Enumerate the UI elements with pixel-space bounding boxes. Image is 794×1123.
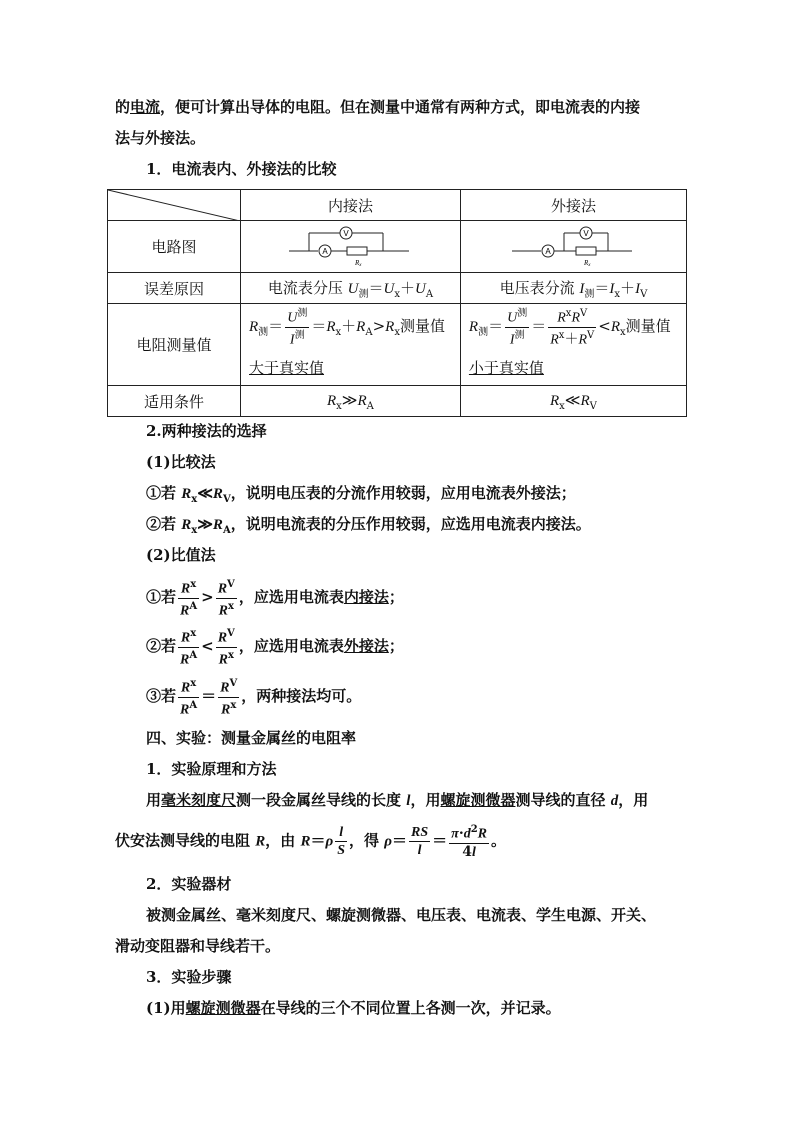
value-inner-tail: 测量值 xyxy=(399,317,445,336)
intro-text: ，便可计算出导体的电阻。但在测量中通常有两种方式，即电流表的内接 xyxy=(160,98,641,116)
method-1-title: (1)比较法 xyxy=(146,453,216,471)
intro-line-1 xyxy=(115,96,640,118)
circuit-outer-cell xyxy=(460,221,686,273)
section-1-title: 1．电流表内、外接法的比较 xyxy=(146,160,337,178)
intro-underlined: 电流 xyxy=(130,98,161,116)
s4-1-title: 1．实验原理和方法 xyxy=(146,760,277,778)
resistor-label: Rx xyxy=(584,258,591,267)
error-inner-cell: 电流表分压 $U_测=U_x+U_A$ xyxy=(241,273,461,304)
s4-1-paragraph-line-1: 用毫米刻度尺测一段金属丝导线的长度 l，用螺旋测微器测导线的直径 d，用 xyxy=(146,791,649,809)
resistor-label: Rx xyxy=(355,258,362,267)
value-inner-note: 大于真实值 xyxy=(249,359,325,378)
intro-text: 的 xyxy=(115,98,131,116)
resistor-icon xyxy=(576,247,596,255)
intro-line-2: 法与外接法。 xyxy=(115,129,206,147)
section-2-title: 2.两种接法的选择 xyxy=(146,422,267,440)
method-1-item-2: ②若 $R_x≫R_A$，说明电流表的分压作用较弱，应选用电流表内接法。 xyxy=(146,515,591,536)
ammeter-label: A xyxy=(322,246,329,256)
method-2-item-3: ③若 $\frac{R^x}{R^A}$ ＝ $\frac{R^V}{R^x}$ ，两种接法均可。 xyxy=(146,678,362,718)
error-outer-cell: 电压表分流 $I_测=I_x+I_V$ xyxy=(460,273,686,304)
row-label-value: 电阻测量值 xyxy=(108,304,241,386)
ammeter-label: A xyxy=(545,246,552,256)
value-inner-cell: $R_测=$ $\frac{U^测}{I^测}$ $=R_x+R_A>R_x$测量值 大于真实值 xyxy=(241,304,461,386)
section-4-title: 四、实验：测量金属丝的电阻率 xyxy=(146,729,357,747)
s4-2-paragraph-line-2: 滑动变阻器和导线若干。 xyxy=(115,937,281,955)
circuit-inner-diagram xyxy=(285,223,415,267)
circuit-inner-cell xyxy=(241,221,461,273)
s4-3-title: 3．实验步骤 xyxy=(146,968,232,986)
circuit-outer-diagram xyxy=(508,223,638,267)
s4-1-paragraph-line-2: 伏安法测导线的电阻 R，由 R＝ρ $\frac{l}{S}$ ，得 ρ＝ $\frac{RS}{l}$ ＝ $\frac{\pi\cdot d^2R}{4l}$ 。 xyxy=(115,824,507,860)
row-label-circuit: 电路图 xyxy=(108,221,241,273)
condition-inner-cell: $R_x≫R_A$ xyxy=(241,386,461,417)
comparison-table xyxy=(107,189,687,417)
value-outer-tail: 测量值 xyxy=(625,317,671,336)
row-label-condition: 适用条件 xyxy=(108,386,241,417)
method-2-item-1: ①若 $\frac{R^x}{R^A}$ > $\frac{R^V}{R^x}$ ，应选用电流表内接法； xyxy=(146,579,404,619)
s4-2-title: 2．实验器材 xyxy=(146,875,232,893)
error-inner-text: 电流表分压 xyxy=(267,278,348,297)
col-header-inner: 内接法 xyxy=(241,190,461,221)
diagonal-line xyxy=(108,190,240,221)
condition-outer-cell: $R_x≪R_V$ xyxy=(460,386,686,417)
resistor-icon xyxy=(347,247,367,255)
s4-2-paragraph-line-1: 被测金属丝、毫米刻度尺、螺旋测微器、电压表、电流表、学生电源、开关、 xyxy=(146,906,657,924)
method-1-item-1: ①若 $R_x≪R_V$，说明电压表的分流作用较弱，应用电流表外接法； xyxy=(146,484,576,505)
value-outer-note: 小于真实值 xyxy=(468,359,544,378)
value-outer-cell: $R_测=$ $\frac{U^测}{I^测}$ ＝ $\frac{R^xR^V}{R^x+R^V}$ $<R_x$测量值 小于真实值 xyxy=(460,304,686,386)
error-outer-text: 电压表分流 xyxy=(499,278,580,297)
header-diagonal-cell xyxy=(108,190,241,221)
method-2-item-2: ②若 $\frac{R^x}{R^A}$ < $\frac{R^V}{R^x}$ ，应选用电流表外接法； xyxy=(146,628,404,668)
row-label-error: 误差原因 xyxy=(108,273,241,304)
s4-3-step-1: (1)用螺旋测微器在导线的三个不同位置上各测一次，并记录。 xyxy=(146,999,561,1017)
method-2-title: (2)比值法 xyxy=(146,546,216,564)
voltmeter-label: V xyxy=(343,228,350,238)
col-header-outer: 外接法 xyxy=(460,190,686,221)
voltmeter-label: V xyxy=(583,228,590,238)
